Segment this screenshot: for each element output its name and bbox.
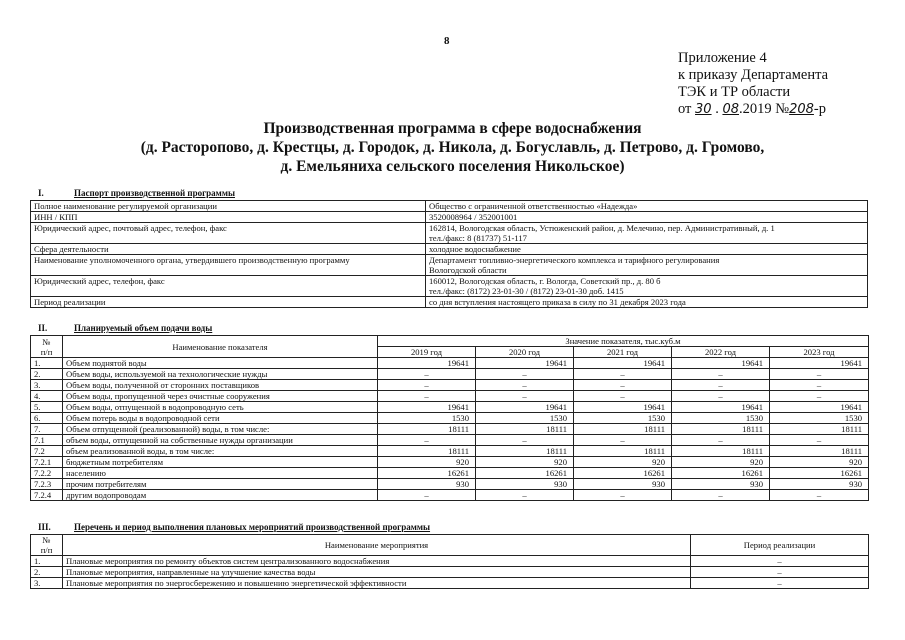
passport-value — [426, 201, 868, 212]
title-line-1: Производственная программа в сфере водоснабжения — [263, 120, 642, 137]
passport-value — [426, 212, 868, 223]
passport-value-line: Общество с ограниченной ответственностью «Надежда» — [429, 201, 638, 211]
date-day: 30 — [695, 102, 712, 117]
row-value: 19641 — [574, 358, 672, 369]
section-2-heading — [38, 323, 212, 333]
row-value: – — [574, 490, 672, 501]
passport-row — [31, 212, 868, 223]
passport-row — [31, 223, 868, 244]
row-name: бюджетным потребителям — [63, 457, 378, 468]
row-value: – — [378, 380, 476, 391]
passport-label: Наименование уполномоченного органа, утвердившего производственную программу — [31, 255, 426, 276]
row-value: 1530 — [672, 413, 770, 424]
passport-value-line: тел./факс: 8 (81737) 51-117 — [429, 233, 527, 243]
section-1-heading — [38, 188, 235, 198]
row-value: 19641 — [378, 402, 476, 413]
date-prefix: от — [678, 101, 692, 117]
row-name: Объем потерь воды в водопроводной сети — [63, 413, 378, 424]
passport-row — [31, 276, 868, 297]
row-value: 1530 — [574, 413, 672, 424]
row-value: 920 — [574, 457, 672, 468]
row-name: Объем воды, полученной от сторонних поставщиков — [63, 380, 378, 391]
row-name: Объем воды, пропущенной через очистные сооружения — [63, 391, 378, 402]
row-value: – — [770, 435, 869, 446]
row-number: 6. — [31, 413, 63, 424]
row-value: 19641 — [672, 402, 770, 413]
passport-label: ИНН / КПП — [31, 212, 426, 223]
row-value: 16261 — [476, 468, 574, 479]
passport-value-line: тел./факс: (8172) 23-01-30 / (8172) 23-01-30 доб. 1415 — [429, 286, 624, 296]
year-header: 2020 год — [476, 347, 574, 358]
row-value: 18111 — [378, 446, 476, 457]
row-value: 18111 — [378, 424, 476, 435]
passport-value-line: 162814, Вологодская область, Устюженский район, д. Мелечино, пер. Административный, д. 1 — [429, 223, 775, 233]
title-line-2: (д. Расторопово, д. Крестцы, д. Городок, д. Никола, д. Богуславль, д. Петрово, д. Громово, — [140, 139, 765, 156]
row-number: 1. — [31, 358, 63, 369]
row-name: населению — [63, 468, 378, 479]
appendix-date-line — [678, 101, 828, 118]
row-value: – — [770, 490, 869, 501]
appendix-line-2: к приказу Департамента — [678, 67, 829, 83]
row-value: 920 — [476, 457, 574, 468]
col-name-header: Наименование показателя — [63, 336, 378, 358]
passport-value — [426, 276, 868, 297]
row-value: – — [476, 380, 574, 391]
row-value: 16261 — [770, 468, 869, 479]
table-row — [31, 402, 869, 413]
date-sep: . — [715, 101, 719, 117]
table-row — [31, 413, 869, 424]
table-row — [31, 380, 869, 391]
row-value: – — [770, 380, 869, 391]
table-row — [31, 578, 869, 589]
row-value: – — [574, 435, 672, 446]
row-value: 19641 — [672, 358, 770, 369]
year-header: 2023 год — [770, 347, 869, 358]
passport-value-line: со дня вступления настоящего приказа в силу по 31 декабря 2023 года — [429, 297, 686, 307]
row-value: 18111 — [574, 424, 672, 435]
events-col-name-header: Наименование мероприятия — [63, 535, 691, 556]
row-value: – — [770, 369, 869, 380]
passport-row — [31, 297, 868, 308]
section-3-roman: III. — [38, 522, 51, 532]
table-row — [31, 424, 869, 435]
passport-value-line: Департамент топливно-энергетического комплекса и тарифного регулирования — [429, 255, 720, 265]
events-table — [30, 534, 869, 589]
row-number: 7.2.1 — [31, 457, 63, 468]
water-volume-table — [30, 335, 869, 501]
passport-value — [426, 255, 868, 276]
passport-row — [31, 255, 868, 276]
event-period: – — [691, 556, 869, 567]
appendix-line-3: ТЭК и ТР области — [678, 84, 791, 100]
passport-label: Период реализации — [31, 297, 426, 308]
event-number: 3. — [31, 578, 63, 589]
row-number: 7.2.4 — [31, 490, 63, 501]
row-value: – — [574, 369, 672, 380]
passport-value-line: Вологодской области — [429, 265, 507, 275]
row-number: 7.2.3 — [31, 479, 63, 490]
passport-value-line: 3520008964 / 352001001 — [429, 212, 518, 222]
row-name: другим водопроводам — [63, 490, 378, 501]
event-number: 2. — [31, 567, 63, 578]
year-header: 2021 год — [574, 347, 672, 358]
row-value: 930 — [770, 479, 869, 490]
row-value: 930 — [378, 479, 476, 490]
events-col-no-header: № п/п — [31, 535, 63, 556]
date-month: 08 — [722, 102, 739, 117]
passport-value — [426, 297, 868, 308]
row-value: – — [378, 435, 476, 446]
events-col-period-header: Период реализации — [691, 535, 869, 556]
event-name: Плановые мероприятия по энергосбережению и повышению энергетической эффективности — [63, 578, 691, 589]
order-number: 208 — [789, 102, 814, 117]
table-row — [31, 457, 869, 468]
section-2-roman: II. — [38, 323, 48, 333]
col-value-header: Значение показателя, тыс.куб.м — [378, 336, 869, 347]
row-number: 4. — [31, 391, 63, 402]
document-title — [60, 119, 845, 176]
table-row — [31, 479, 869, 490]
page-number: 8 — [444, 35, 450, 47]
row-value: – — [672, 380, 770, 391]
row-value: 920 — [378, 457, 476, 468]
row-value: 19641 — [770, 358, 869, 369]
row-name: Объем поднятой воды — [63, 358, 378, 369]
row-value: – — [378, 490, 476, 501]
row-value: 930 — [672, 479, 770, 490]
row-name: Объем воды, отпущенной в водопроводную сеть — [63, 402, 378, 413]
passport-label: Полное наименование регулируемой организации — [31, 201, 426, 212]
row-value: 930 — [476, 479, 574, 490]
event-period: – — [691, 567, 869, 578]
row-value: 930 — [574, 479, 672, 490]
row-number: 7. — [31, 424, 63, 435]
passport-table — [30, 200, 868, 308]
row-number: 7.2 — [31, 446, 63, 457]
row-value: – — [672, 435, 770, 446]
row-number: 7.1 — [31, 435, 63, 446]
section-1-title: Паспорт производственной программы — [74, 188, 235, 198]
section-2-title: Планируемый объем подачи воды — [74, 323, 213, 333]
row-value: – — [476, 435, 574, 446]
passport-value-line: холодное водоснабжение — [429, 244, 521, 254]
row-value: – — [574, 391, 672, 402]
row-value: 16261 — [574, 468, 672, 479]
row-name: прочим потребителям — [63, 479, 378, 490]
passport-row — [31, 201, 868, 212]
year-header: 2019 год — [378, 347, 476, 358]
passport-row — [31, 244, 868, 255]
row-name: объем реализованной воды, в том числе: — [63, 446, 378, 457]
section-3-title: Перечень и период выполнения плановых мероприятий производственной программы — [74, 522, 431, 532]
row-value: 1530 — [770, 413, 869, 424]
passport-value-line: 160012, Вологодская область, г. Вологда, Советский пр., д. 80 б — [429, 276, 661, 286]
row-value: 920 — [672, 457, 770, 468]
event-name: Плановые мероприятия, направленные на улучшение качества воды — [63, 567, 691, 578]
event-name: Плановые мероприятия по ремонту объектов систем централизованного водоснабжения — [63, 556, 691, 567]
col-no-header: № п/п — [31, 336, 63, 358]
row-number: 7.2.2 — [31, 468, 63, 479]
row-value: 19641 — [476, 358, 574, 369]
table-row — [31, 567, 869, 578]
row-value: – — [672, 391, 770, 402]
row-value: – — [378, 369, 476, 380]
row-value: 16261 — [672, 468, 770, 479]
row-value: – — [672, 490, 770, 501]
row-value: – — [770, 391, 869, 402]
section-1-roman: I. — [38, 188, 44, 198]
row-value: 19641 — [378, 358, 476, 369]
table-row — [31, 391, 869, 402]
appendix-block — [678, 50, 828, 118]
row-value: 18111 — [476, 446, 574, 457]
row-name: Объем воды, используемой на технологические нужды — [63, 369, 378, 380]
row-value: – — [476, 391, 574, 402]
row-number: 2. — [31, 369, 63, 380]
table-row — [31, 358, 869, 369]
row-value: – — [672, 369, 770, 380]
passport-label: Юридический адрес, почтовый адрес, телефон, факс — [31, 223, 426, 244]
row-value: 18111 — [672, 446, 770, 457]
row-value: 1530 — [476, 413, 574, 424]
order-suffix: -р — [813, 101, 827, 117]
row-value: 18111 — [476, 424, 574, 435]
row-value: 18111 — [770, 424, 869, 435]
passport-value — [426, 244, 868, 255]
table-row — [31, 468, 869, 479]
row-name: объем воды, отпущенной на собственные нужды организации — [63, 435, 378, 446]
table-row — [31, 490, 869, 501]
row-value: 19641 — [770, 402, 869, 413]
passport-value — [426, 223, 868, 244]
passport-label: Юридический адрес, телефон, факс — [31, 276, 426, 297]
table-row — [31, 435, 869, 446]
appendix-line-1: Приложение 4 — [678, 50, 767, 66]
row-value: 19641 — [574, 402, 672, 413]
row-number: 5. — [31, 402, 63, 413]
date-year: .2019 № — [739, 101, 790, 117]
row-value: 16261 — [378, 468, 476, 479]
row-value: 920 — [770, 457, 869, 468]
title-line-3: д. Емельяниха сельского поселения Никольское) — [280, 158, 625, 175]
section-3-heading — [38, 522, 430, 532]
passport-label: Сфера деятельности — [31, 244, 426, 255]
row-value: – — [476, 369, 574, 380]
year-header: 2022 год — [672, 347, 770, 358]
row-value: 18111 — [672, 424, 770, 435]
row-value: – — [378, 391, 476, 402]
row-value: – — [574, 380, 672, 391]
row-value: 18111 — [574, 446, 672, 457]
row-value: 18111 — [770, 446, 869, 457]
event-period: – — [691, 578, 869, 589]
row-value: 1530 — [378, 413, 476, 424]
table-row — [31, 556, 869, 567]
table-row — [31, 446, 869, 457]
row-name: Объем отпущенной (реализованной) воды, в том числе: — [63, 424, 378, 435]
event-number: 1. — [31, 556, 63, 567]
row-number: 3. — [31, 380, 63, 391]
row-value: – — [476, 490, 574, 501]
row-value: 19641 — [476, 402, 574, 413]
table-row — [31, 369, 869, 380]
